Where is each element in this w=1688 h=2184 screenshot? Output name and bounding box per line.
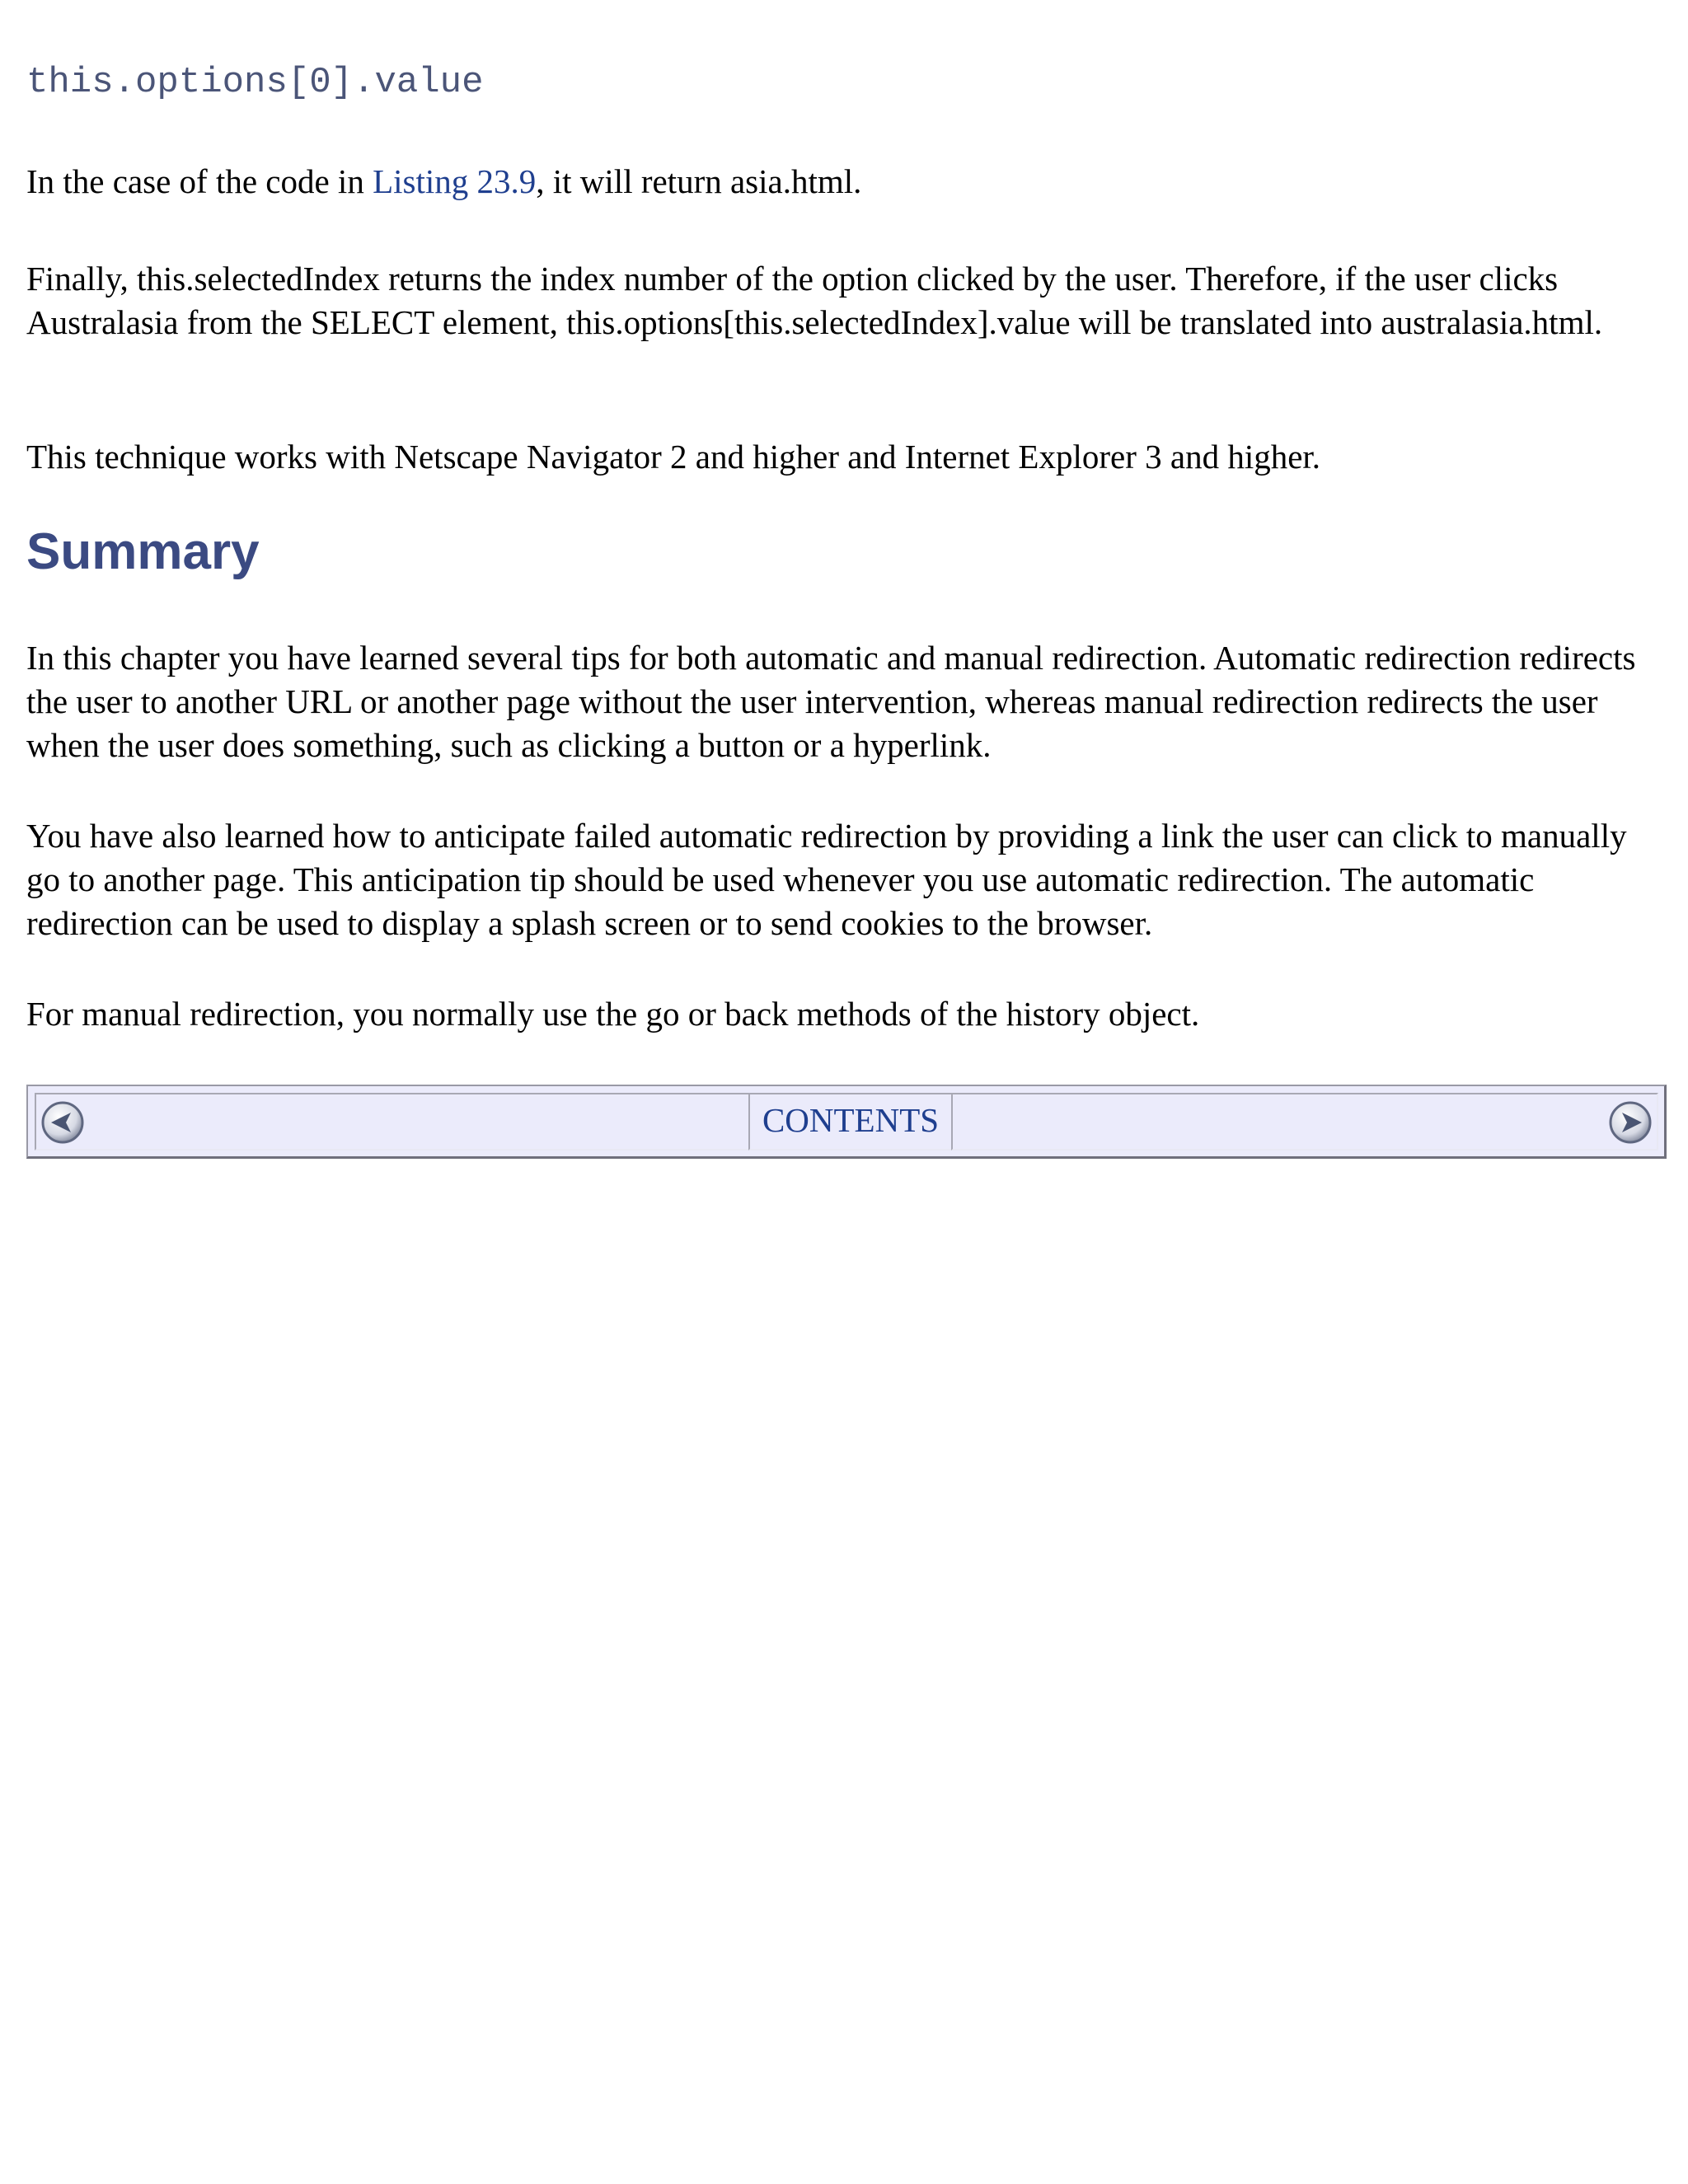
next-arrow-icon[interactable] — [1607, 1099, 1653, 1146]
paragraph-selected-index: Finally, this.selectedIndex returns the index number of the option clicked by the user. Therefore, if the user clicks Australasia from the SELECT element, this.options[this.selectedIndex].value will be translated into australasia.html. — [26, 260, 1603, 341]
paragraph-browser-support: This technique works with Netscape Navigator 2 and higher and Internet Explorer 3 and higher. — [26, 438, 1321, 476]
code-snippet: this.options[0].value — [26, 62, 484, 103]
paragraph-text-before: In the case of the code in — [26, 162, 373, 200]
paragraph-text-after: , it will return asia.html. — [536, 162, 862, 200]
nav-cell-contents — [748, 1093, 953, 1151]
navigation-bar — [26, 1085, 1667, 1159]
paragraph-listing-reference — [26, 160, 1667, 204]
contents-link[interactable]: CONTENTS — [762, 1101, 940, 1139]
nav-cell-next — [951, 1093, 1658, 1151]
paragraph-manual-redirection: For manual redirection, you normally use the go or back methods of the history object. — [26, 995, 1200, 1033]
paragraph-anticipation: You have also learned how to anticipate failed automatic redirection by providing a link the user can click to manually go to another page. This anticipation tip should be used whenever you use automatic redirection. The automatic redirection can be used to display a splash screen or to send cookies to the browser. — [26, 817, 1627, 942]
nav-cell-previous — [35, 1093, 750, 1151]
paragraph-summary-intro: In this chapter you have learned several tips for both automatic and manual redirection. Automatic redirection redirects the user to another URL or another page without the user intervention, whereas manual redirection redirects the user when the user does something, such as clicking a button or a hyperlink. — [26, 639, 1636, 764]
listing-link[interactable]: Listing 23.9 — [373, 162, 537, 200]
previous-arrow-icon[interactable] — [40, 1099, 86, 1146]
section-heading-summary: Summary — [26, 523, 260, 580]
